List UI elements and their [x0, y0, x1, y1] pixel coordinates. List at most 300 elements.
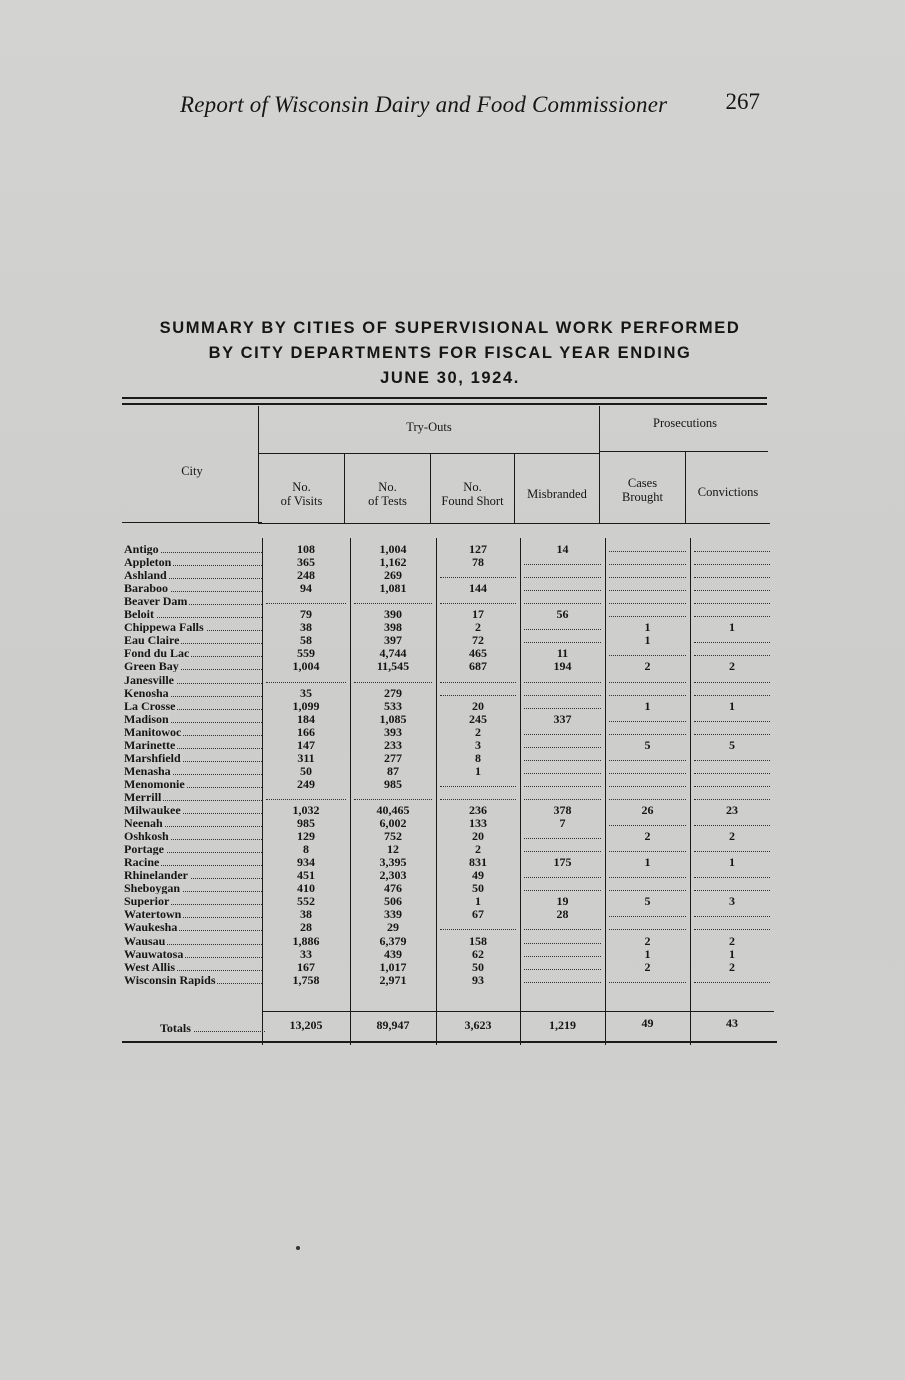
city-name-text: La Crosse — [124, 700, 176, 712]
cell-visits: 410 — [297, 882, 315, 894]
visits-header — [259, 480, 344, 508]
cell-tests: 506 — [384, 895, 402, 907]
city-name-text: West Allis — [124, 961, 176, 973]
leader-dots — [694, 603, 770, 604]
city-name — [124, 778, 262, 790]
totals-rule — [262, 1011, 774, 1012]
city-name-text: Portage — [124, 843, 164, 855]
leader-dots — [524, 838, 601, 839]
cell-tests: 269 — [384, 569, 402, 581]
cell-visits: 1,032 — [292, 804, 320, 816]
top-rule — [122, 397, 767, 399]
leader-dots — [609, 916, 686, 917]
leader-dots — [609, 590, 686, 591]
cell-short: 50 — [472, 882, 484, 894]
leader-dots — [609, 577, 686, 578]
tryouts-header: Try-Outs — [406, 420, 452, 434]
city-name-text: Wausau — [124, 935, 166, 947]
leader-dots — [524, 629, 601, 630]
cell-visits: 559 — [297, 647, 315, 659]
top-rule-2 — [122, 403, 767, 405]
cell-short: 2 — [475, 726, 481, 738]
cell-short: 127 — [469, 543, 487, 555]
leader-dots — [524, 956, 601, 957]
cell-short: 465 — [469, 647, 487, 659]
cell-tests: 533 — [384, 700, 402, 712]
leader-dots — [440, 603, 516, 604]
leader-dots — [609, 890, 686, 891]
city-name — [124, 660, 262, 672]
cell-visits: 167 — [297, 961, 315, 973]
visits-header-line-1: No. — [292, 480, 311, 494]
city-name-text: Marinette — [124, 739, 176, 751]
leader-dots — [266, 799, 346, 800]
city-name-text: Kenosha — [124, 687, 169, 699]
cell-convictions: 23 — [726, 804, 738, 816]
city-name-text: Antigo — [124, 543, 159, 555]
leader-dots — [524, 682, 601, 683]
city-name — [124, 804, 262, 816]
cell-visits: 94 — [300, 582, 312, 594]
cell-short: 1 — [475, 765, 481, 777]
cell-short: 236 — [469, 804, 487, 816]
city-name — [124, 908, 262, 920]
print-speck — [296, 1246, 300, 1250]
cell-misbranded: 378 — [553, 804, 572, 816]
leader-dots — [609, 564, 686, 565]
leader-dots — [694, 590, 770, 591]
leader-dots — [524, 799, 601, 800]
leader-dots — [524, 929, 601, 930]
prosecutions-underline — [600, 451, 768, 452]
cell-tests: 393 — [384, 726, 402, 738]
city-name — [124, 713, 262, 725]
city-name — [124, 856, 262, 868]
cell-short: 1 — [475, 895, 481, 907]
leader-dots — [524, 695, 601, 696]
header-bottom-rule — [122, 522, 262, 523]
city-name-text: Watertown — [124, 908, 182, 920]
leader-dots — [609, 603, 686, 604]
leader-dots — [609, 877, 686, 878]
city-name — [124, 608, 262, 620]
city-name — [124, 582, 262, 594]
leader-dots — [694, 982, 770, 983]
leader-dots — [694, 760, 770, 761]
city-name-text: Menasha — [124, 765, 171, 777]
leader-dots — [609, 760, 686, 761]
cell-convictions: 1 — [729, 948, 735, 960]
cell-short: 17 — [472, 608, 484, 620]
cell-short: 144 — [469, 582, 487, 594]
cell-short: 20 — [472, 700, 484, 712]
city-name — [124, 791, 262, 803]
leader-dots — [609, 655, 686, 656]
cell-visits: 552 — [297, 895, 315, 907]
cell-misbranded: 28 — [556, 908, 569, 920]
cell-tests: 2,971 — [379, 974, 407, 986]
cell-cases: 5 — [644, 895, 651, 907]
leader-dots — [524, 773, 601, 774]
leader-dots — [524, 642, 601, 643]
leader-dots — [354, 799, 432, 800]
leader-dots — [524, 982, 601, 983]
leader-dots — [609, 786, 686, 787]
city-name — [124, 921, 262, 933]
convictions-header-line-1: Convictions — [697, 485, 759, 499]
short-header — [431, 480, 514, 508]
leader-dots — [440, 577, 516, 578]
leader-dots — [524, 943, 601, 944]
city-name — [124, 556, 262, 568]
cell-visits: 1,004 — [292, 660, 320, 672]
leader-dots — [694, 721, 770, 722]
misbranded-header-line-1: Misbranded — [527, 487, 587, 501]
cell-tests: 2,303 — [379, 869, 407, 881]
prosecutions-header: Prosecutions — [653, 416, 717, 430]
city-name-text: Rhinelander — [124, 869, 189, 881]
city-name — [124, 687, 262, 699]
running-title: Report of Wisconsin Dairy and Food Commissioner — [180, 92, 668, 117]
leader-dots — [266, 682, 346, 683]
cell-tests: 4,744 — [379, 647, 407, 659]
cell-cases: 1 — [644, 634, 651, 646]
cell-misbranded: 175 — [553, 856, 572, 868]
city-name — [124, 817, 262, 829]
cell-short: 72 — [472, 634, 484, 646]
city-name-text: Manitowoc — [124, 726, 182, 738]
table-title-line-1: SUMMARY BY CITIES OF SUPERVISIONAL WORK PERFORMED — [159, 319, 741, 337]
city-name — [124, 752, 262, 764]
cell-cases: 1 — [644, 948, 651, 960]
cell-tests: 11,545 — [376, 660, 410, 672]
leader-dots — [694, 890, 770, 891]
city-name — [124, 843, 262, 855]
cell-visits: 451 — [297, 869, 315, 881]
cell-visits: 33 — [300, 948, 312, 960]
cell-misbranded: 337 — [553, 713, 572, 725]
leader-dots — [694, 825, 770, 826]
city-name — [124, 948, 262, 960]
leader-dots — [609, 695, 686, 696]
cell-visits: 311 — [297, 752, 315, 764]
city-name-text: Fond du Lac — [124, 647, 190, 659]
cell-convictions: 1 — [729, 856, 735, 868]
leader-dots — [694, 851, 770, 852]
cell-visits: 934 — [297, 856, 315, 868]
city-name-text: Milwaukee — [124, 804, 181, 816]
leader-dots — [524, 747, 601, 748]
city-name-text: Oshkosh — [124, 830, 169, 842]
table-title-line-2: BY CITY DEPARTMENTS FOR FISCAL YEAR ENDING — [208, 344, 692, 362]
cell-misbranded: 56 — [556, 608, 569, 620]
city-name-text: Menomonie — [124, 778, 185, 790]
cell-cases: 1 — [644, 856, 651, 868]
cell-visits: 38 — [300, 621, 312, 633]
totals-label-text: Totals — [160, 1021, 191, 1035]
cell-cases: 2 — [644, 830, 651, 842]
leader-dots — [609, 734, 686, 735]
city-name-text: Beloit — [124, 608, 154, 620]
cell-tests: 29 — [387, 921, 399, 933]
cell-cases: 2 — [644, 660, 651, 672]
totals-label — [160, 1021, 265, 1035]
cell-short: 49 — [472, 869, 484, 881]
cell-misbranded: 7 — [559, 817, 566, 829]
city-name-text: Superior — [124, 895, 170, 907]
leader-dots — [609, 799, 686, 800]
cell-cases: 2 — [644, 961, 651, 973]
leader-dots — [694, 682, 770, 683]
leader-dots — [440, 786, 516, 787]
leader-dots — [266, 603, 346, 604]
tests-header — [345, 480, 430, 508]
cell-tests: 398 — [384, 621, 402, 633]
city-name — [124, 869, 262, 881]
leader-dots — [524, 786, 601, 787]
city-name-text: Neenah — [124, 817, 163, 829]
total-cases: 49 — [641, 1017, 654, 1029]
cell-visits: 147 — [297, 739, 315, 751]
leader-dots — [694, 773, 770, 774]
leader-dots — [694, 799, 770, 800]
city-name — [124, 739, 262, 751]
leader-dots — [609, 773, 686, 774]
cell-convictions: 1 — [729, 700, 735, 712]
cell-visits: 108 — [297, 543, 315, 555]
cell-visits: 248 — [297, 569, 315, 581]
bottom-rule — [122, 1041, 777, 1043]
cell-cases: 1 — [644, 700, 651, 712]
cell-visits: 985 — [297, 817, 315, 829]
cell-visits: 1,758 — [292, 974, 320, 986]
cell-short: 8 — [475, 752, 481, 764]
leader-dots — [694, 564, 770, 565]
leader-dots — [524, 708, 601, 709]
leader-dots — [440, 682, 516, 683]
leader-dots — [524, 577, 601, 578]
city-name — [124, 895, 262, 907]
cell-misbranded: 14 — [556, 543, 569, 555]
city-name-text: Beaver Dam — [124, 595, 188, 607]
city-name-text: Baraboo — [124, 582, 169, 594]
leader-dots — [524, 877, 601, 878]
convictions-header — [686, 485, 770, 499]
leader-dots — [609, 929, 686, 930]
cell-tests: 6,002 — [379, 817, 407, 829]
leader-dots — [440, 929, 516, 930]
tests-header-line-2: of Tests — [368, 494, 407, 508]
cases-header-line-2: Brought — [622, 490, 663, 504]
city-name-text: Janesville — [124, 674, 174, 686]
cell-visits: 249 — [297, 778, 315, 790]
cell-tests: 233 — [384, 739, 402, 751]
city-name — [124, 726, 262, 738]
city-name — [124, 765, 262, 777]
cell-tests: 40,465 — [376, 804, 410, 816]
leader-dots — [609, 682, 686, 683]
cell-convictions: 2 — [729, 830, 735, 842]
cell-convictions: 2 — [729, 660, 735, 672]
cell-short: 20 — [472, 830, 484, 842]
cell-tests: 1,017 — [379, 961, 407, 973]
cell-convictions: 1 — [729, 621, 735, 633]
leader-dots — [440, 695, 516, 696]
leader-dots — [524, 590, 601, 591]
cell-convictions: 3 — [729, 895, 735, 907]
cell-visits: 35 — [300, 687, 312, 699]
leader-dots — [524, 969, 601, 970]
cell-tests: 3,395 — [379, 856, 407, 868]
city-name — [124, 935, 262, 947]
cell-cases: 26 — [641, 804, 654, 816]
city-name-text: Marshfield — [124, 752, 181, 764]
table-title-line-3: JUNE 30, 1924. — [380, 369, 520, 387]
cell-visits: 1,099 — [292, 700, 320, 712]
leader-dots — [694, 916, 770, 917]
city-name — [124, 830, 262, 842]
tryouts-underline — [259, 453, 599, 454]
cell-tests: 752 — [384, 830, 402, 842]
city-header: City — [181, 464, 203, 478]
city-name-text: Wauwatosa — [124, 948, 184, 960]
leader-dots — [354, 603, 432, 604]
cell-visits: 166 — [297, 726, 315, 738]
city-name — [124, 974, 262, 986]
cell-short: 67 — [472, 908, 484, 920]
city-name-text: Merrill — [124, 791, 162, 803]
city-name-text: Eau Claire — [124, 634, 180, 646]
cell-tests: 1,085 — [379, 713, 407, 725]
leader-dots — [609, 721, 686, 722]
cell-convictions: 2 — [729, 961, 735, 973]
cell-tests: 397 — [384, 634, 402, 646]
cell-tests: 277 — [384, 752, 402, 764]
leader-dots — [694, 655, 770, 656]
total-short: 3,623 — [464, 1019, 492, 1031]
city-name — [124, 961, 262, 973]
city-name-text: Racine — [124, 856, 160, 868]
leader-dots — [609, 982, 686, 983]
leader-dots — [694, 577, 770, 578]
leader-dots — [609, 825, 686, 826]
cell-visits: 1,886 — [292, 935, 320, 947]
leader-dots — [694, 929, 770, 930]
cell-visits: 8 — [303, 843, 309, 855]
leader-dots — [694, 642, 770, 643]
cell-tests: 6,379 — [379, 935, 407, 947]
cell-misbranded: 194 — [553, 660, 572, 672]
city-name — [124, 674, 262, 686]
short-header-line-1: No. — [463, 480, 482, 494]
leader-dots — [524, 851, 601, 852]
cell-cases: 1 — [644, 621, 651, 633]
cell-convictions: 5 — [729, 739, 735, 751]
city-name-text: Green Bay — [124, 660, 179, 672]
cell-short: 687 — [469, 660, 487, 672]
leader-dots — [524, 734, 601, 735]
leader-dots — [694, 551, 770, 552]
short-header-line-2: Found Short — [441, 494, 504, 508]
cell-tests: 476 — [384, 882, 402, 894]
cell-tests: 1,081 — [379, 582, 407, 594]
cell-tests: 390 — [384, 608, 402, 620]
city-name-text: Madison — [124, 713, 169, 725]
cell-cases: 2 — [644, 935, 651, 947]
cell-visits: 365 — [297, 556, 315, 568]
leader-dots — [694, 877, 770, 878]
cell-cases: 5 — [644, 739, 651, 751]
cell-short: 78 — [472, 556, 484, 568]
cell-misbranded: 11 — [556, 647, 569, 659]
page-number: 267 — [725, 89, 760, 114]
city-name-text: Appleton — [124, 556, 172, 568]
cell-tests: 12 — [387, 843, 399, 855]
cell-tests: 279 — [384, 687, 402, 699]
leader-dots — [440, 799, 516, 800]
cell-short: 133 — [469, 817, 487, 829]
cell-tests: 985 — [384, 778, 402, 790]
cell-tests: 87 — [387, 765, 399, 777]
cell-tests: 1,004 — [379, 543, 407, 555]
leader-dots — [354, 682, 432, 683]
cell-short: 245 — [469, 713, 487, 725]
leader-dots — [609, 851, 686, 852]
cell-tests: 1,162 — [379, 556, 407, 568]
cell-short: 62 — [472, 948, 484, 960]
cell-short: 3 — [475, 739, 481, 751]
cases-header — [600, 476, 685, 504]
city-name — [124, 621, 262, 633]
cases-header-line-1: Cases — [627, 476, 658, 490]
city-name — [124, 882, 262, 894]
header-bottom-rule — [258, 523, 770, 524]
city-name-text: Wisconsin Rapids — [124, 974, 216, 986]
visits-header-line-2: of Visits — [280, 494, 323, 508]
cell-visits: 184 — [297, 713, 315, 725]
cell-short: 2 — [475, 621, 481, 633]
cell-convictions: 2 — [729, 935, 735, 947]
cell-visits: 28 — [300, 921, 312, 933]
cell-short: 2 — [475, 843, 481, 855]
city-name — [124, 543, 262, 555]
city-name-text: Waukesha — [124, 921, 178, 933]
cell-short: 831 — [469, 856, 487, 868]
cell-visits: 79 — [300, 608, 312, 620]
leader-dots — [694, 616, 770, 617]
cell-visits: 38 — [300, 908, 312, 920]
leader-dots — [524, 760, 601, 761]
leader-dots — [694, 786, 770, 787]
cell-misbranded: 19 — [556, 895, 569, 907]
total-convictions: 43 — [726, 1017, 738, 1029]
cell-short: 93 — [472, 974, 484, 986]
city-name — [124, 647, 262, 659]
total-tests: 89,947 — [376, 1019, 410, 1031]
cell-visits: 129 — [297, 830, 315, 842]
leader-dots — [524, 564, 601, 565]
cell-visits: 50 — [300, 765, 312, 777]
cell-short: 158 — [469, 935, 487, 947]
cell-tests: 439 — [384, 948, 402, 960]
tests-header-line-1: No. — [378, 480, 397, 494]
city-name — [124, 569, 262, 581]
total-visits: 13,205 — [289, 1019, 323, 1031]
leader-dots — [694, 695, 770, 696]
city-name — [124, 595, 262, 607]
city-name-text: Ashland — [124, 569, 167, 581]
running-head — [180, 89, 770, 124]
